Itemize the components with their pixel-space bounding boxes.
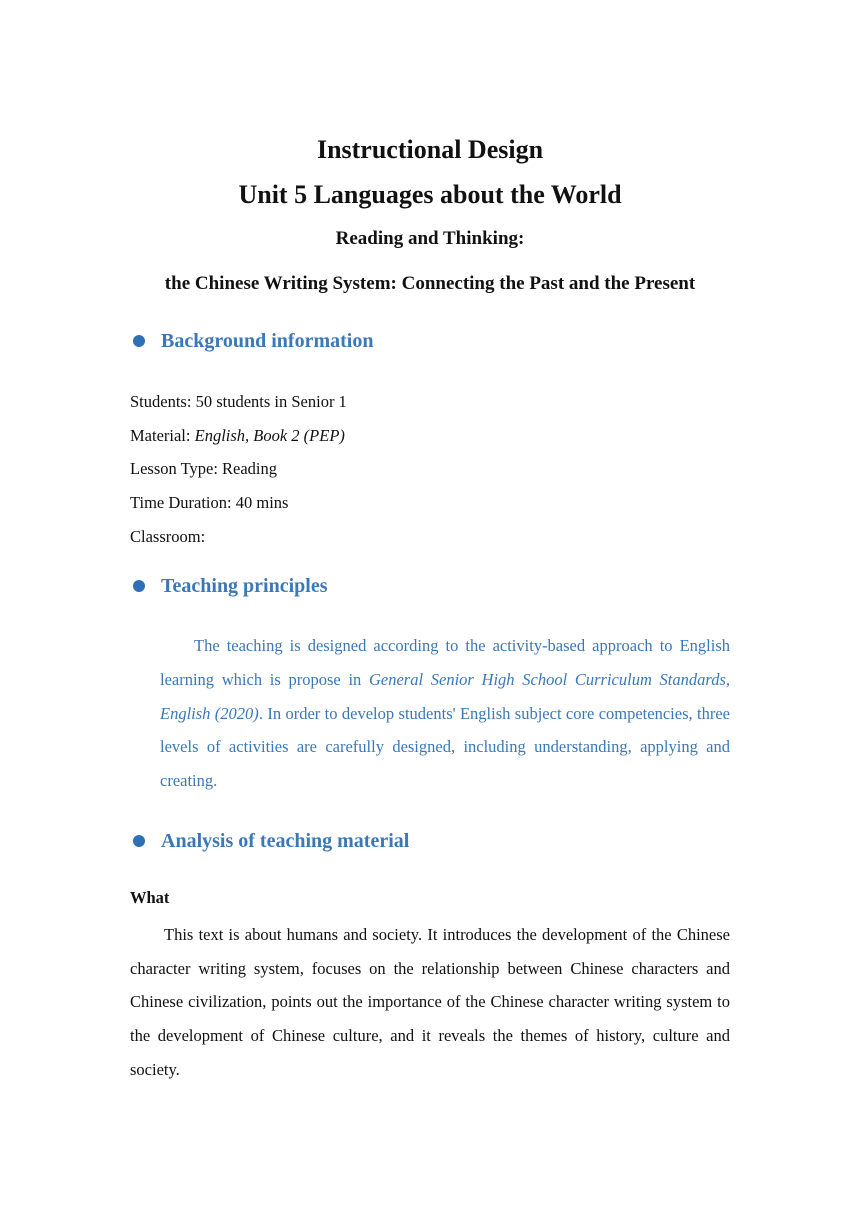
section-background (130, 327, 373, 355)
what-heading: What (130, 888, 170, 907)
section-analysis (130, 827, 409, 855)
background-info (130, 385, 347, 553)
lesson-subtitle: the Chinese Writing System: Connecting the Past and the Present (164, 273, 696, 294)
lesson-type-line: Lesson Type: Reading (130, 459, 278, 479)
curriculum-standards-title: General Senior High School Curriculum Standards, English (2020) (160, 669, 730, 723)
lesson-title: Reading and Thinking: (335, 228, 525, 249)
duration-value: 40 mins (235, 493, 289, 513)
students-value: 50 students in Senior 1 (195, 392, 347, 411)
section-title-background: Background information (161, 329, 374, 352)
what-paragraph: This text is about humans and society. It introduces the development of the Chinese character writing system, focuses on the relationship between Chinese characters and Chinese civilization, points out the importance of the Chinese character writing system to the development of Chinese culture, and it reveals the themes of history, culture and society. (130, 925, 730, 1079)
material-value: English, Book 2 (PEP) (194, 425, 345, 445)
document-title: Instructional Design (316, 135, 544, 164)
section-principles (130, 572, 328, 600)
section-title-principles: Teaching principles (161, 574, 328, 597)
bullet-icon (133, 580, 145, 592)
bullet-icon (133, 835, 145, 847)
material-line: Material: English, Book 2 (PEP) (130, 425, 345, 445)
principles-paragraph: The teaching is designed according to the activity-based approach to English learning which is propose in General Senior High School Curriculum Standards, English (2020). In order to develop students' English subject core competencies, three levels of activities are carefully designed, including understanding, applying and creating. (160, 636, 730, 791)
section-title-analysis: Analysis of teaching material (161, 829, 410, 852)
students-line: Students: 50 students in Senior 1 (130, 392, 347, 411)
classroom-line: Classroom: (130, 526, 206, 546)
unit-title: Unit 5 Languages about the World (238, 180, 622, 209)
duration-line: Time Duration: 40 mins (130, 493, 289, 513)
bullet-icon (133, 335, 145, 347)
lesson-type-value: Reading (222, 459, 278, 479)
